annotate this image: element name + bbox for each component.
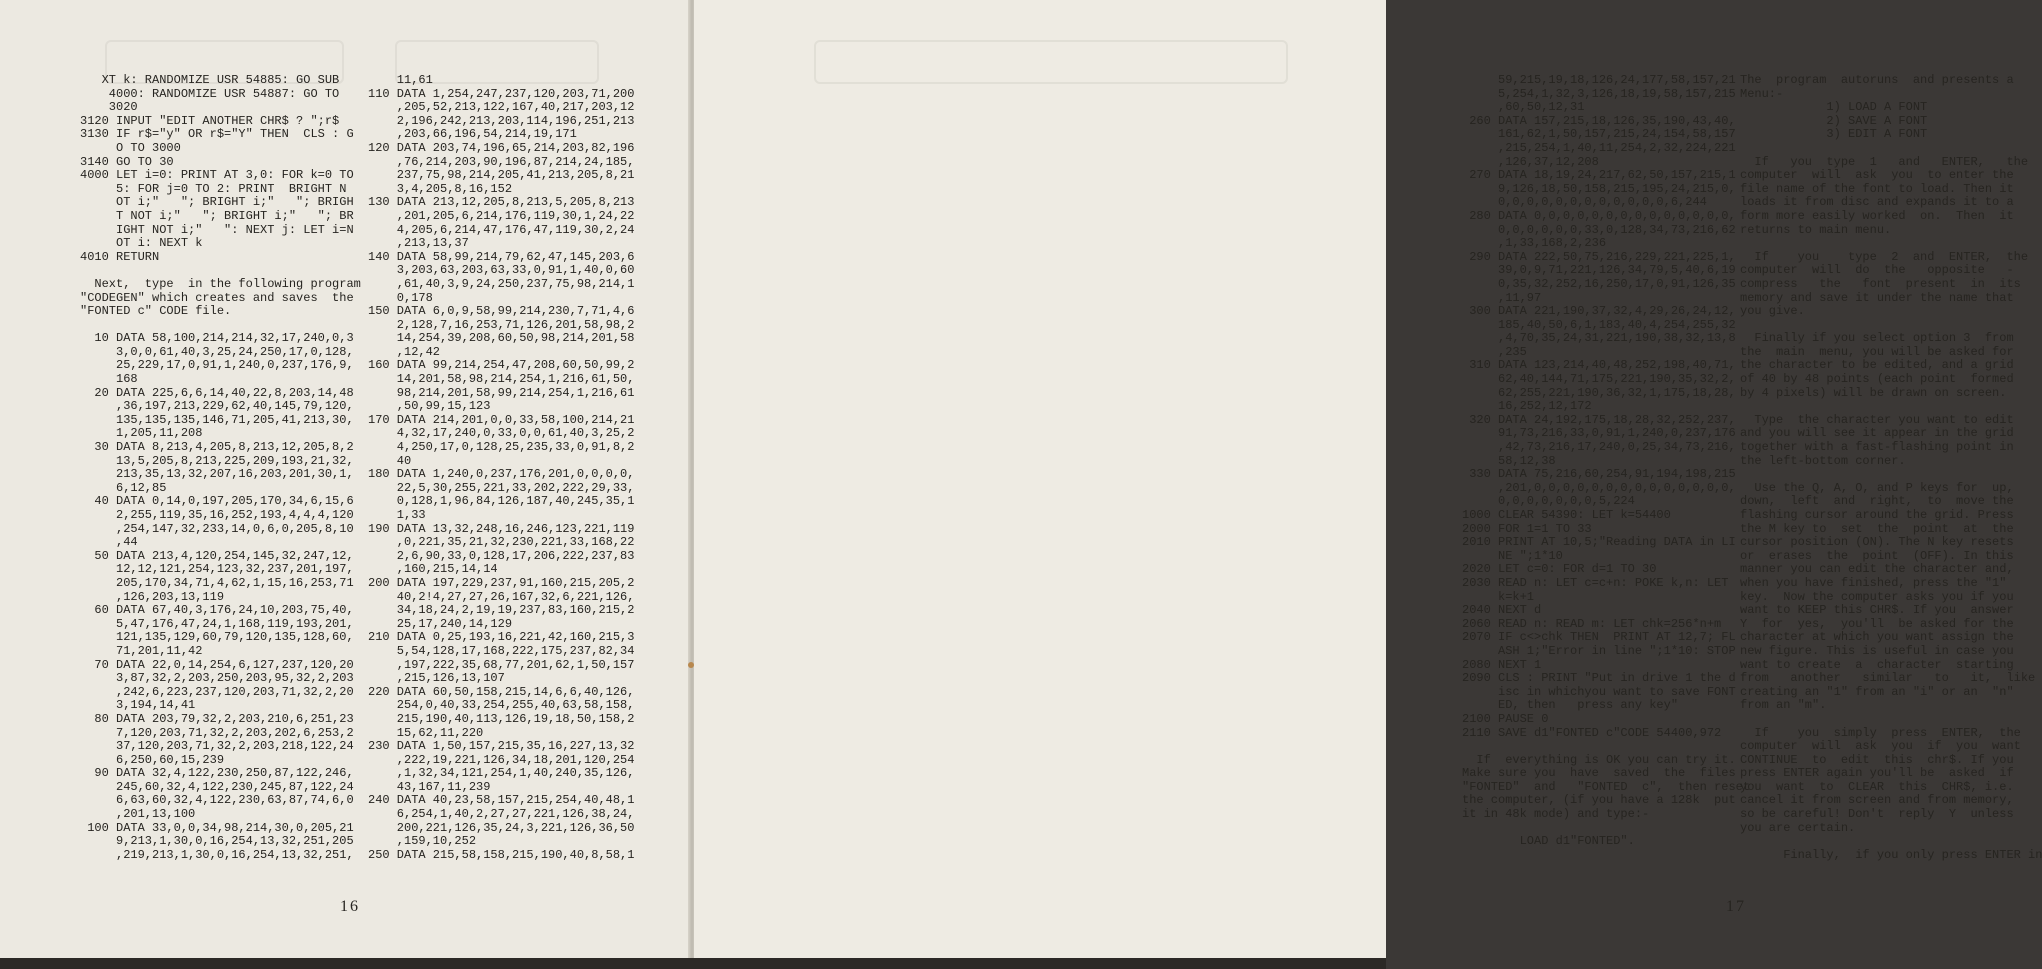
text-line: 5,47,176,47,24,1,168,119,193,201, (80, 616, 354, 631)
text-line: "FONTED" and "FONTED c", then reset (1462, 779, 1751, 794)
text-line: If you type 1 and ENTER, the (1740, 154, 2029, 169)
text-line: ,50,99,15,123 (368, 399, 491, 414)
left-page (0, 0, 690, 969)
text-line: 58,12,38 (1462, 453, 1556, 468)
text-line: 5,54,128,17,168,222,175,237,82,34 (368, 643, 635, 658)
text-line: manner you can edit the character and, (1740, 562, 2014, 577)
text-line: 22,5,30,255,221,33,202,222,29,33, (368, 480, 635, 495)
text-line: by 4 pixels) will be drawn on screen. (1740, 385, 2007, 400)
text-line: 40 DATA 0,14,0,197,205,170,34,6,15,6 (80, 494, 354, 509)
text-line: press ENTER again you'll be asked if (1740, 766, 2014, 781)
text-line: If you simply press ENTER, the (1740, 725, 2021, 740)
text-line: 40,2!4,27,27,26,167,32,6,221,126, (368, 589, 635, 604)
text-line: ,222,19,221,126,34,18,201,120,254 (368, 752, 635, 767)
text-line: 4000 LET i=0: PRINT AT 3,0: FOR k=0 TO (80, 168, 354, 183)
text-line: 5,254,1,32,3,126,18,19,58,157,215 (1462, 86, 1736, 101)
text-line: 2,6,90,33,0,128,17,206,222,237,83 (368, 548, 635, 563)
text-line (80, 319, 350, 333)
text-line: ,42,73,216,17,240,0,25,34,73,216, (1462, 440, 1736, 455)
text-line: 240 DATA 40,23,58,157,215,254,40,48,1 (368, 793, 635, 808)
text-line: 150 DATA 6,0,9,58,99,214,230,7,71,4,6 (368, 304, 635, 319)
text-line: 6,63,60,32,4,122,230,63,87,74,6,0 (80, 793, 354, 808)
text-line: 4,205,6,214,47,176,47,119,30,2,24 (368, 222, 635, 237)
text-line: the main menu, you will be asked for (1740, 344, 2014, 359)
text-line: ,12,42 (368, 344, 441, 359)
text-line: 254,0,40,33,254,255,40,63,58,158, (368, 698, 635, 713)
text-line: 120 DATA 203,74,196,65,214,203,82,196 (368, 140, 635, 155)
text-line: 110 DATA 1,254,247,237,120,203,71,200 (368, 86, 635, 101)
text-line: 245,60,32,4,122,230,245,87,122,24 (80, 779, 354, 794)
text-line: Next, type in the following program (80, 276, 361, 291)
text-line: 6,250,60,15,239 (80, 752, 225, 767)
text-line: 121,135,129,60,79,120,135,128,60, (80, 630, 354, 645)
text-line: 5: FOR j=0 TO 2: PRINT BRIGHT N (80, 181, 347, 196)
text-line: 6,12,85 (80, 480, 167, 495)
text-line: 215,190,40,113,126,19,18,50,158,2 (368, 711, 635, 726)
text-line: Finally if you select option 3 from (1740, 331, 2014, 346)
text-line: the computer, (if you have a 128k put (1462, 793, 1736, 808)
text-line: down, left and right, to move the (1740, 494, 2014, 509)
text-line: 2090 CLS : PRINT "Put in drive 1 the d (1462, 671, 1736, 686)
text-line: 2,255,119,35,16,252,193,4,4,4,120 (80, 508, 354, 522)
text-line: or erases the point (OFF). In this (1740, 548, 2014, 563)
text-line: 3120 INPUT "EDIT ANOTHER CHR$ ? ";r$ (80, 113, 340, 128)
text-line: it in 48k mode) and type:- (1462, 807, 1650, 822)
text-line: Menu:- (1740, 86, 1784, 101)
text-line: 2,196,242,213,203,114,196,251,213 (368, 113, 635, 128)
text-line: cursor position (ON). The N key resets (1740, 535, 2014, 550)
text-line: 200 DATA 197,229,237,91,160,215,205,2 (368, 575, 635, 590)
text-line: 2100 PAUSE 0 (1462, 711, 1549, 726)
text-line: 0,0,0,0,0,0,0,0,0,0,0,0,6,244 (1462, 195, 1707, 210)
text-line: 220 DATA 60,50,158,215,14,6,6,40,126, (368, 684, 635, 699)
page-number-right: 17 (1726, 898, 1746, 915)
text-line: XT k: RANDOMIZE USR 54885: GO SUB (80, 73, 340, 87)
text-line: cancel it from screen and from memory, (1740, 793, 2014, 808)
text-line: 2040 NEXT d (1462, 603, 1542, 618)
text-line: 4,32,17,240,0,33,0,0,61,40,3,25,2 (368, 426, 635, 441)
text-line: 250 DATA 215,58,158,215,190,40,8,58,1 (368, 847, 635, 862)
right-page (694, 0, 2042, 969)
text-line: together with a fast-flashing point in (1740, 440, 2014, 455)
text-line: 130 DATA 213,12,205,8,213,5,205,8,213 (368, 195, 635, 210)
text-line: and you will see it appear in the grid (1740, 426, 2014, 441)
text-line: form more easily worked on. Then it (1740, 208, 2014, 223)
text-line: ,126,203,13,119 (80, 589, 225, 604)
text-line: 180 DATA 1,240,0,237,176,201,0,0,0,0, (368, 467, 635, 482)
text-line: 2) SAVE A FONT (1740, 113, 1928, 128)
text-line: 3,87,32,2,203,250,203,95,32,2,203 (80, 671, 354, 686)
text-line: 12,12,121,254,123,32,237,201,197, (80, 562, 354, 577)
text-line: want to create a character starting (1740, 657, 2014, 672)
text-line: ,1,33,168,2,236 (1462, 236, 1607, 251)
text-line: 1) LOAD A FONT (1740, 100, 1928, 115)
text-line: Finally, if you only press ENTER in (1740, 847, 2042, 862)
text-line: 4000: RANDOMIZE USR 54887: GO TO (80, 86, 340, 101)
left-column-b (368, 73, 635, 862)
text-line: ,160,215,14,14 (368, 562, 498, 577)
text-line (1740, 319, 2010, 333)
text-line: ,36,197,213,229,62,40,145,79,120, (80, 399, 354, 414)
text-line: the M key to set the point at the (1740, 521, 2014, 536)
text-line: 0,178 (368, 290, 433, 305)
text-line: 6,254,1,40,2,27,27,221,126,38,24, (368, 807, 635, 822)
text-line: 205,170,34,71,4,62,1,15,16,253,71 (80, 575, 354, 590)
text-line: 3140 GO TO 30 (80, 154, 174, 169)
text-line: 3020 (80, 100, 138, 115)
text-line: 16,252,12,172 (1462, 399, 1592, 414)
text-line (1462, 822, 1730, 836)
text-line: "CODEGEN" which creates and saves the (80, 290, 354, 305)
text-line: 185,40,50,6,1,183,40,4,254,255,32 (1462, 317, 1736, 332)
text-line (1740, 835, 2010, 849)
text-line: 25,17,240,14,129 (368, 616, 513, 631)
text-line: 280 DATA 0,0,0,0,0,0,0,0,0,0,0,0,0,0, (1462, 208, 1736, 223)
text-line: 25,229,17,0,91,1,240,0,237,176,9, (80, 358, 354, 373)
text-line: you are certain. (1740, 820, 1856, 835)
text-line: creating an "1" from an "i" or an "n" (1740, 684, 2014, 699)
text-line: ,61,40,3,9,24,250,237,75,98,214,1 (368, 276, 635, 291)
text-line: loads it from disc and expands it to a (1740, 195, 2014, 210)
text-line: 2070 IF c<>chk THEN PRINT AT 12,7; FL (1462, 630, 1736, 645)
text-line: 71,201,11,42 (80, 643, 203, 658)
text-line: ,197,222,35,68,77,201,62,1,50,157 (368, 657, 635, 672)
text-line: 34,18,24,2,19,19,237,83,160,215,2 (368, 603, 635, 618)
text-line: ,201,13,100 (80, 807, 196, 822)
text-line: 2010 PRINT AT 10,5;"Reading DATA in LI (1462, 535, 1736, 550)
text-line: computer will ask you to enter the (1740, 168, 2014, 183)
text-line: 59,215,19,18,126,24,177,58,157,21 (1462, 73, 1736, 87)
text-line: 2020 LET c=0: FOR d=1 TO 30 (1462, 562, 1657, 577)
text-line: 3,0,0,61,40,3,25,24,250,17,0,128, (80, 344, 354, 359)
bleed-through-shape (814, 40, 1288, 84)
text-line: 1,33 (368, 508, 426, 522)
text-line: k=k+1 (1462, 589, 1535, 604)
text-line: 3,4,205,8,16,152 (368, 181, 513, 196)
text-line: 7,120,203,71,32,2,203,202,6,253,2 (80, 725, 354, 740)
text-line: 4,250,17,0,128,25,235,33,0,91,8,2 (368, 440, 635, 455)
text-line: ,159,10,252 (368, 834, 477, 849)
text-line: 160 DATA 99,214,254,47,208,60,50,99,2 (368, 358, 635, 373)
text-line: the character to be edited, and a grid (1740, 358, 2014, 373)
text-line: 320 DATA 24,192,175,18,28,32,252,237, (1462, 412, 1736, 427)
text-line: 2080 NEXT 1 (1462, 657, 1542, 672)
text-line: ,201,205,6,214,176,119,30,1,24,22 (368, 208, 635, 223)
text-line: ,44 (80, 535, 138, 550)
text-line: 62,40,144,71,175,221,190,35,32,2, (1462, 372, 1736, 387)
text-line: 11,61 (368, 73, 433, 87)
text-line: new figure. This is useful in case you (1740, 643, 2014, 658)
text-line: ,242,6,223,237,120,203,71,32,2,20 (80, 684, 354, 699)
text-line: 300 DATA 221,190,37,32,4,29,26,24,12, (1462, 304, 1736, 319)
text-line: 37,120,203,71,32,2,203,218,122,24 (80, 739, 354, 754)
text-line: O TO 3000 (80, 140, 181, 155)
right-column-a (1462, 73, 1751, 849)
text-line: 40 (368, 453, 412, 468)
text-line: ,205,52,213,122,167,40,217,203,12 (368, 100, 635, 115)
text-line: 80 DATA 203,79,32,2,203,210,6,251,23 (80, 711, 354, 726)
text-line: ,0,221,35,21,32,230,221,33,168,22 (368, 535, 635, 550)
text-line: computer will do the opposite - (1740, 263, 2014, 278)
text-line: The program autoruns and presents a (1740, 73, 2014, 87)
text-line: ,213,13,37 (368, 236, 469, 251)
text-line: T NOT i;" "; BRIGHT i;" "; BR (80, 208, 354, 223)
text-line: compress the font present in its (1740, 276, 2021, 291)
text-line: 210 DATA 0,25,193,16,221,42,160,215,3 (368, 630, 635, 645)
text-line: 0,128,1,96,84,126,187,40,245,35,1 (368, 494, 635, 509)
text-line: If everything is OK you can try it. (1462, 752, 1736, 767)
text-line (1740, 713, 2010, 727)
text-line: when you have finished, press the "1" (1740, 575, 2007, 590)
text-line: 2,128,7,16,253,71,126,201,58,98,2 (368, 317, 635, 332)
text-line: "FONTED c" CODE file. (80, 304, 232, 319)
text-line: 270 DATA 18,19,24,217,62,50,157,215,1 (1462, 168, 1736, 183)
text-line: 2000 FOR 1=1 TO 33 (1462, 521, 1592, 536)
text-line: 13,5,205,8,213,225,209,193,21,32, (80, 453, 354, 468)
text-line: 0,0,0,0,0,0,33,0,128,34,73,216,62 (1462, 222, 1736, 237)
text-line (1740, 237, 2010, 251)
text-line: 98,214,201,58,99,214,254,1,216,61 (368, 385, 635, 400)
text-line: 39,0,9,71,221,126,34,79,5,40,6,19 (1462, 263, 1736, 278)
text-line: 43,167,11,239 (368, 779, 491, 794)
text-line: 3) EDIT A FONT (1740, 127, 1928, 142)
text-line: key. Now the computer asks you if you (1740, 589, 2014, 604)
text-line: you give. (1740, 304, 1805, 319)
text-line (1462, 740, 1730, 754)
text-line: 9,213,1,30,0,16,254,13,32,251,205 (80, 834, 354, 849)
text-line: 60 DATA 67,40,3,176,24,10,203,75,40, (80, 603, 354, 618)
text-line: 3,194,14,41 (80, 698, 196, 713)
text-line: 290 DATA 222,50,75,216,229,221,225,1, (1462, 249, 1736, 264)
text-line: returns to main menu. (1740, 222, 1892, 237)
text-line: computer will ask you if you want (1740, 739, 2021, 754)
text-line: 200,221,126,35,24,3,221,126,36,50 (368, 820, 635, 835)
text-line: 3130 IF r$="y" OR r$="Y" THEN CLS : G (80, 127, 354, 142)
text-line: the left-bottom corner. (1740, 453, 1906, 468)
text-line: 0,35,32,252,16,250,17,0,91,126,35 (1462, 276, 1736, 291)
text-line: NE ";1*10 (1462, 548, 1563, 563)
text-line: 230 DATA 1,50,157,215,35,16,227,13,32 (368, 739, 635, 754)
text-line: of 40 by 48 points (each point formed (1740, 372, 2014, 387)
text-line: ,215,254,1,40,11,254,2,32,224,221 (1462, 140, 1736, 155)
text-line: IGHT NOT i;" ": NEXT j: LET i=N (80, 222, 354, 237)
text-line: ,11,97 (1462, 290, 1542, 305)
text-line: 237,75,98,214,205,41,213,205,8,21 (368, 168, 635, 183)
text-line: ,76,214,203,90,196,87,214,24,185, (368, 154, 635, 169)
text-line: 260 DATA 157,215,18,126,35,190,43,40, (1462, 113, 1736, 128)
text-line: ,4,70,35,24,31,221,190,38,32,13,8 (1462, 331, 1736, 346)
text-line: 91,73,216,33,0,91,1,240,0,237,176 (1462, 426, 1736, 441)
text-line: 170 DATA 214,201,0,0,33,58,100,214,21 (368, 412, 635, 427)
text-line: 2030 READ n: LET c=c+n: POKE k,n: LET (1462, 575, 1729, 590)
right-column-b (1740, 73, 2042, 862)
text-line: LOAD d1"FONTED". (1462, 834, 1635, 849)
text-line: flashing cursor around the grid. Press (1740, 508, 2014, 522)
text-line: 2110 SAVE d1"FONTED c"CODE 54400,972 (1462, 725, 1722, 740)
text-line: so be careful! Don't reply Y unless (1740, 807, 2014, 822)
text-line: Make sure you have saved the files (1462, 766, 1736, 781)
text-line: OT i: NEXT k (80, 236, 203, 251)
text-line: CONTINUE to edit this chr$. If you (1740, 752, 2014, 767)
text-line: memory and save it under the name that (1740, 290, 2014, 305)
text-line: ,1,32,34,121,254,1,40,240,35,126, (368, 766, 635, 781)
text-line: ED, then press any key" (1462, 698, 1679, 713)
text-line: 30 DATA 8,213,4,205,8,213,12,205,8,2 (80, 440, 354, 455)
text-line: 15,62,11,220 (368, 725, 484, 740)
text-line: isc in whichyou want to save FONT (1462, 684, 1736, 699)
text-line: 90 DATA 32,4,122,230,250,87,122,246, (80, 766, 354, 781)
text-line: 330 DATA 75,216,60,254,91,194,198,215 (1462, 467, 1736, 482)
text-line: ,219,213,1,30,0,16,254,13,32,251, (80, 847, 354, 862)
text-line: 2060 READ n: READ m: LET chk=256*n+m (1462, 616, 1722, 631)
text-line: from an "m". (1740, 698, 1827, 713)
text-line: want to KEEP this CHR$. If you answer (1740, 603, 2014, 618)
text-line: file name of the font to load. Then it (1740, 181, 2014, 196)
page-number-left: 16 (340, 898, 360, 915)
text-line: 100 DATA 33,0,0,34,98,214,30,0,205,21 (80, 820, 354, 835)
text-line: 70 DATA 22,0,14,254,6,127,237,120,20 (80, 657, 354, 672)
text-line: 168 (80, 372, 138, 387)
text-line: 213,35,13,32,207,16,203,201,30,1, (80, 467, 354, 482)
text-line: 140 DATA 58,99,214,79,62,47,145,203,6 (368, 249, 635, 264)
text-line: 10 DATA 58,100,214,214,32,17,240,0,3 (80, 331, 354, 346)
text-line: Type the character you want to edit (1740, 412, 2014, 427)
text-line: ,201,0,0,0,0,0,0,0,0,0,0,0,0,0,0, (1462, 480, 1736, 495)
text-line: OT i;" "; BRIGHT i;" "; BRIGH (80, 195, 354, 210)
text-line: If you type 2 and ENTER, the (1740, 249, 2029, 264)
left-column-a (80, 73, 361, 862)
text-line: from another similar to it, like (1740, 671, 2036, 686)
text-line: 14,201,58,98,214,254,1,216,61,50, (368, 372, 635, 387)
text-line: 62,255,221,190,36,32,1,175,18,28, (1462, 385, 1736, 400)
text-line: 9,126,18,50,158,215,195,24,215,0, (1462, 181, 1736, 196)
text-line: 161,62,1,50,157,215,24,154,58,157 (1462, 127, 1736, 142)
text-line: 1,205,11,208 (80, 426, 203, 441)
text-line: ,203,66,196,54,214,19,171 (368, 127, 577, 142)
text-line: Y for yes, you'll be asked for the (1740, 616, 2014, 631)
text-line (1740, 400, 2010, 414)
text-line (1740, 142, 2010, 156)
text-line: 0,0,0,0,0,0,0,5,224 (1462, 494, 1635, 509)
text-line: ,235 (1462, 344, 1527, 359)
text-line: character at which you want assign the (1740, 630, 2014, 645)
text-line (80, 264, 350, 278)
text-line: you want to CLEAR this CHR$, i.e. (1740, 779, 2014, 794)
text-line: 190 DATA 13,32,248,16,246,123,221,119 (368, 521, 635, 536)
text-line: Use the Q, A, O, and P keys for up, (1740, 480, 2014, 495)
text-line: 310 DATA 123,214,40,48,252,198,40,71, (1462, 358, 1736, 373)
text-line: 3,203,63,203,63,33,0,91,1,40,0,60 (368, 263, 635, 278)
text-line: 1000 CLEAR 54390: LET k=54400 (1462, 508, 1671, 522)
text-line: ,60,50,12,31 (1462, 100, 1585, 115)
scan-bottom-edge (0, 958, 1386, 969)
text-line: ,215,126,13,107 (368, 671, 505, 686)
text-line: ,254,147,32,233,14,0,6,0,205,8,10 (80, 521, 354, 536)
text-line: 50 DATA 213,4,120,254,145,32,247,12, (80, 548, 354, 563)
text-line (1740, 468, 2010, 482)
text-line: ,126,37,12,208 (1462, 154, 1599, 169)
text-line: 14,254,39,208,60,50,98,214,201,58 (368, 331, 635, 346)
text-line: ASH 1;"Error in line ";1*10: STOP (1462, 643, 1736, 658)
text-line: 4010 RETURN (80, 249, 160, 264)
text-line: 20 DATA 225,6,6,14,40,22,8,203,14,48 (80, 385, 354, 400)
text-line: 135,135,135,146,71,205,41,213,30, (80, 412, 354, 427)
